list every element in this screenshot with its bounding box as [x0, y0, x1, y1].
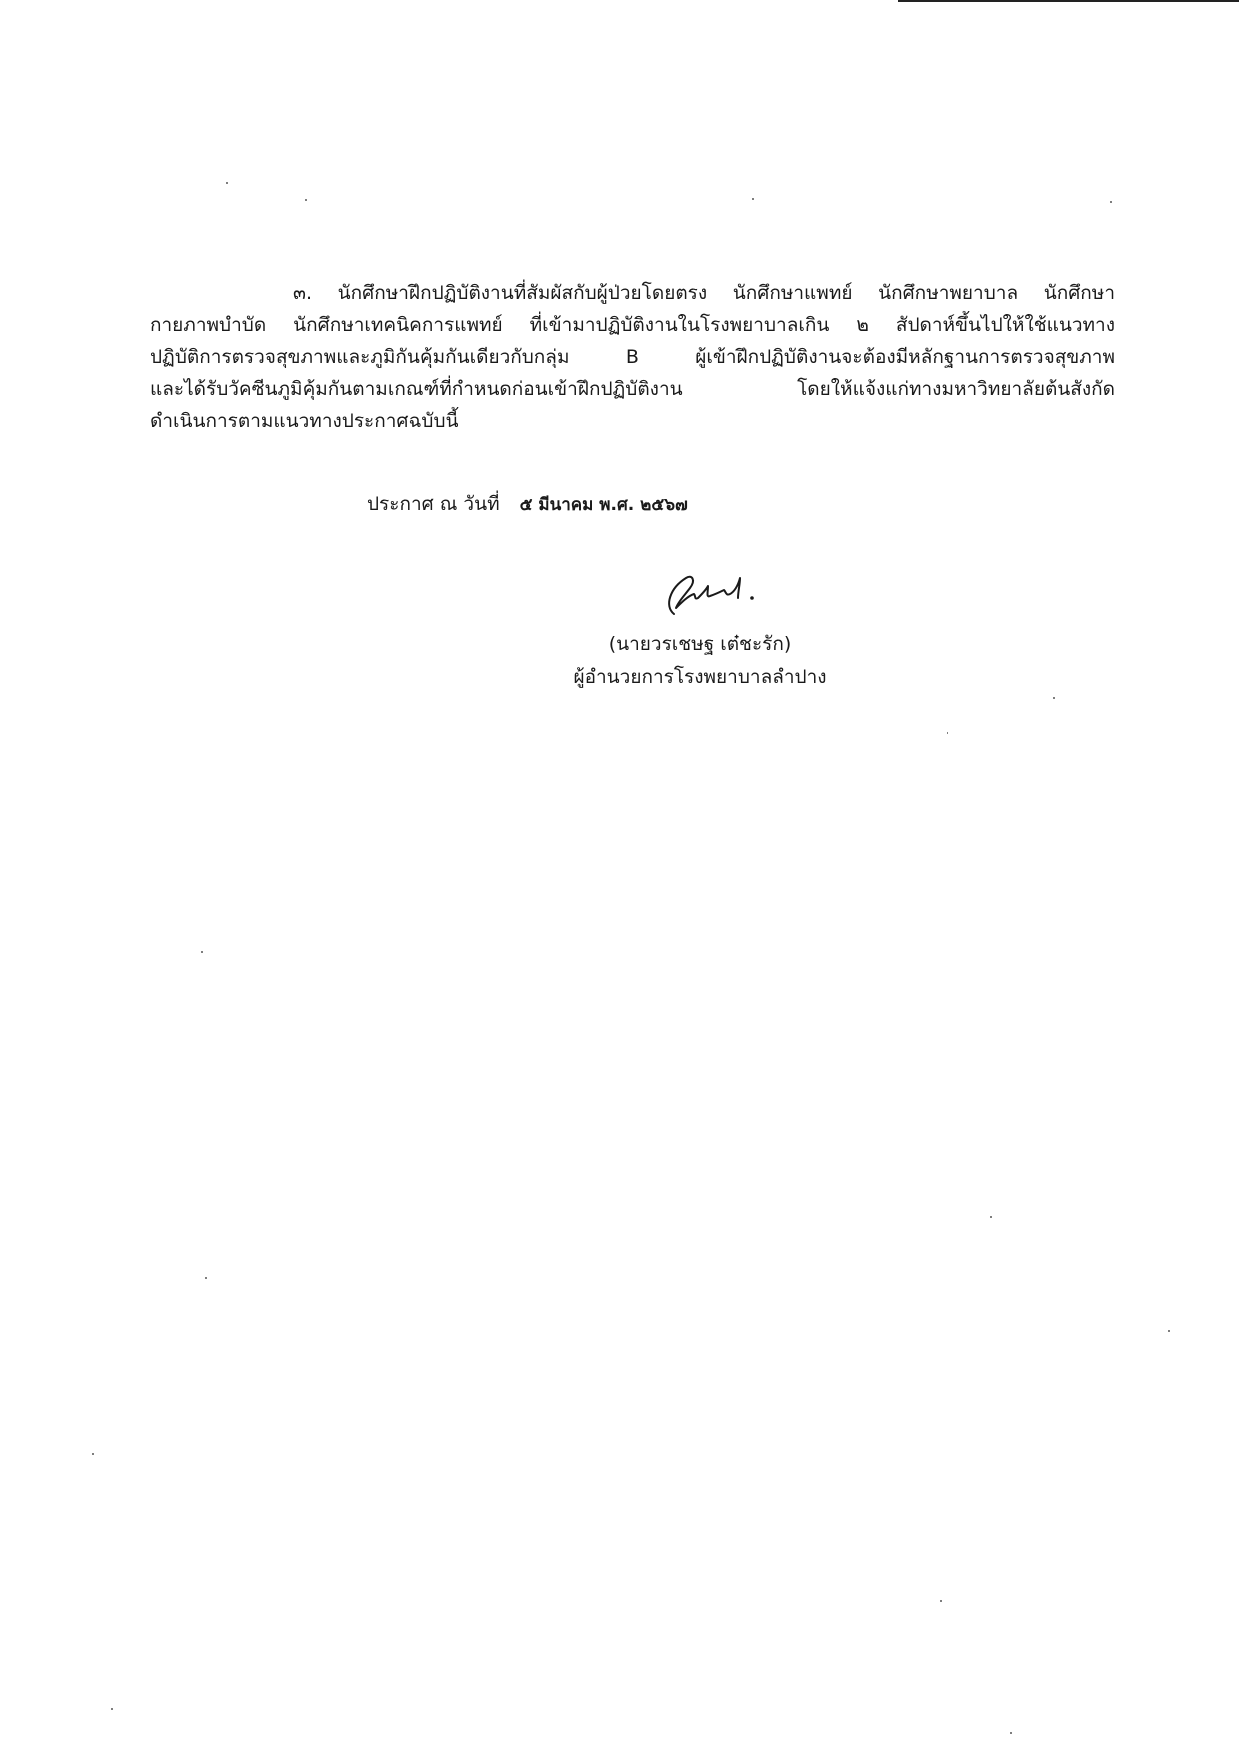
clause-line-2: กายภาพบำบัด นักศึกษาเทคนิคการแพทย์ ที่เข้ามาปฏิบัติงานในโรงพยาบาลเกิน ๒ สัปดาห์ขึ้นไปให้ใช้แนวทาง [150, 314, 1115, 336]
signatory-name: (นายวรเชษฐ เต๋ชะรัก) [608, 633, 792, 655]
signatory-position: ผู้อำนวยการโรงพยาบาลลำปาง [573, 666, 827, 688]
scan-speck [1110, 201, 1112, 203]
clause-line-4: และได้รับวัคซีนภูมิคุ้มกันตามเกณฑ์ที่กำหนดก่อนเข้าฝึกปฏิบัติงาน โดยให้แจ้งแก่ทางมหาวิทยาลัยต้นสังกัด [150, 378, 1115, 400]
clause-line-5: ดำเนินการตามแนวทางประกาศฉบับนี้ [150, 410, 459, 432]
scan-speck [201, 951, 203, 953]
clause-line-3: ปฏิบัติการตรวจสุขภาพและภูมิกันคุ้มกันเดียวกับกลุ่ม B ผู้เข้าฝึกปฏิบัติงานจะต้องมีหลักฐานการตรวจสุขภาพ [150, 346, 1115, 368]
scan-speck [111, 1708, 113, 1710]
scan-speck [226, 182, 228, 184]
scan-speck [1168, 1330, 1170, 1332]
scan-speck [940, 1600, 942, 1602]
clause-line-1: ๓. นักศึกษาฝึกปฏิบัติงานที่สัมผัสกับผู้ป่วยโดยตรง นักศึกษาแพทย์ นักศึกษาพยาบาล นักศึกษา [293, 282, 1115, 304]
scan-speck [990, 1216, 992, 1218]
scan-speck [752, 198, 754, 200]
scan-speck [1053, 697, 1055, 699]
top-edge-rule [898, 0, 1239, 2]
scan-speck [205, 1277, 207, 1279]
handwritten-signature [652, 566, 782, 626]
scan-speck [947, 732, 948, 734]
scan-speck [92, 1453, 94, 1455]
scan-speck [305, 199, 307, 201]
announcement-clause-3 [150, 277, 1115, 437]
date-value: ๕ มีนาคม พ.ศ. ๒๕๖๗ [519, 495, 688, 515]
scan-speck [1010, 1732, 1012, 1734]
date-prefix: ประกาศ ณ วันที่ [367, 493, 500, 515]
announcement-date [367, 488, 688, 521]
